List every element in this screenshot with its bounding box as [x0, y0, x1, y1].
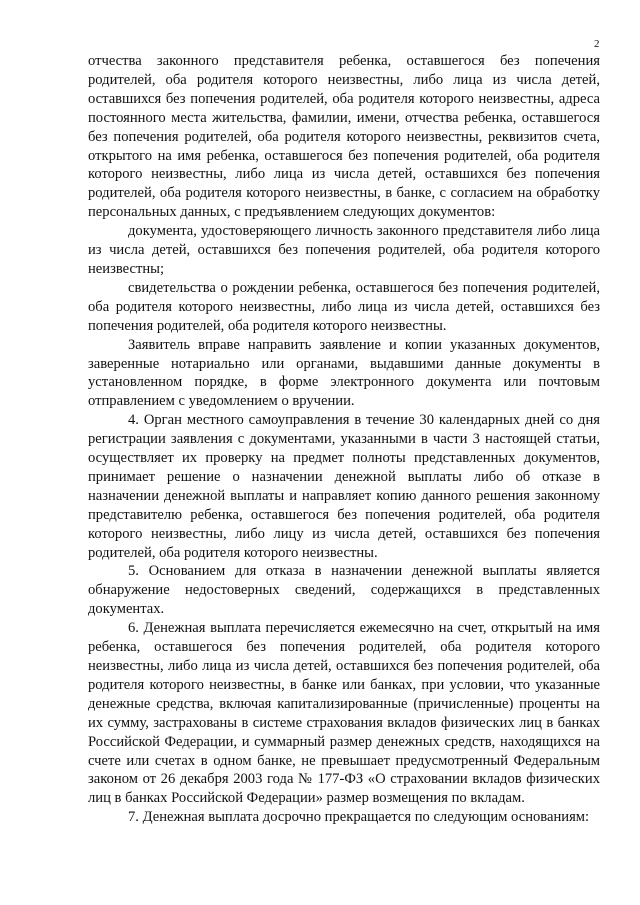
paragraph-applicant-right: Заявитель вправе направить заявление и копии указанных документов, заверенные нотариально или органами, выдавшими данные документы в установленном порядке, в форме электронного документа или почтовым отправлением с уведомлением о вручении.: [88, 336, 600, 410]
document-body: [88, 52, 600, 827]
paragraph-item-5: 5. Основанием для отказа в назначении денежной выплаты является обнаружение недостоверных сведений, содержащихся в представленных документах.: [88, 563, 600, 618]
page-number: 2: [594, 38, 600, 50]
paragraph-item-7: 7. Денежная выплата досрочно прекращается по следующим основаниям:: [128, 809, 590, 826]
paragraph-item-6: 6. Денежная выплата перечисляется ежемесячно на счет, открытый на имя ребенка, оставшегося без попечения родителей, оба родителя которого неизвестны, либо лица из числа детей, оставшихся без попечения родителей, оба родителя которого неизвестны, в банке или банках, при условии, что указанные денежные средства, включая капитализированные (причисленные) проценты на их сумму, застрахованы в системе страхования вкладов физических лиц в банках Российской Федерации, и суммарный размер денежных средств, находящихся на счете или счетах в одном банке, не превышает предусмотренный Федеральным законом от 26 декабря 2003 года № 177-ФЗ «О страховании вкладов физических лиц в банках Российской Федерации» размер возмещения по вкладам.: [88, 620, 600, 807]
paragraph-identity-document: документа, удостоверяющего личность законного представителя либо лица из числа детей, оставшихся без попечения родителей, оба родителя которого неизвестны;: [88, 223, 600, 277]
paragraph-birth-certificate: свидетельства о рождении ребенка, оставшегося без попечения родителей, оба родителя которого неизвестны, либо лица из числа детей, оставшихся без попечения родителей, оба родителя которого неизвестны.: [88, 279, 600, 334]
paragraph-item-4: 4. Орган местного самоуправления в течение 30 календарных дней со дня регистрации заявления с документами, указанными в части 3 настоящей статьи, осуществляет их проверку на предмет полноты представленных документов, принимает решение о назначении денежной выплаты либо об отказе в назначении денежной выплаты и направляет копию данного решения законному представителю ребенка, оставшегося без попечения родителей, оба родителя которого неизвестны, либо лицу из числа детей, оставшихся без попечения родителей, оба родителя которого неизвестны.: [88, 412, 600, 561]
paragraph-continuation: отчества законного представителя ребенка, оставшегося без попечения родителей, оба родителя которого неизвестны, либо лица из числа детей, оставшихся без попечения родителей, оба родителя которого неизвестны, адреса постоянного места жительства, фамилии, имени, отчества ребенка, оставшегося без попечения родителей, оба родителя которого неизвестны, реквизитов счета, открытого на имя ребенка, оставшегося без попечения родителей, оба родителя которого неизвестны, либо лица из числа детей, оставшихся без попечения родителей, оба родителя которого неизвестны, в банке, с согласием на обработку персональных данных, с предъявлением следующих документов:: [88, 53, 600, 221]
